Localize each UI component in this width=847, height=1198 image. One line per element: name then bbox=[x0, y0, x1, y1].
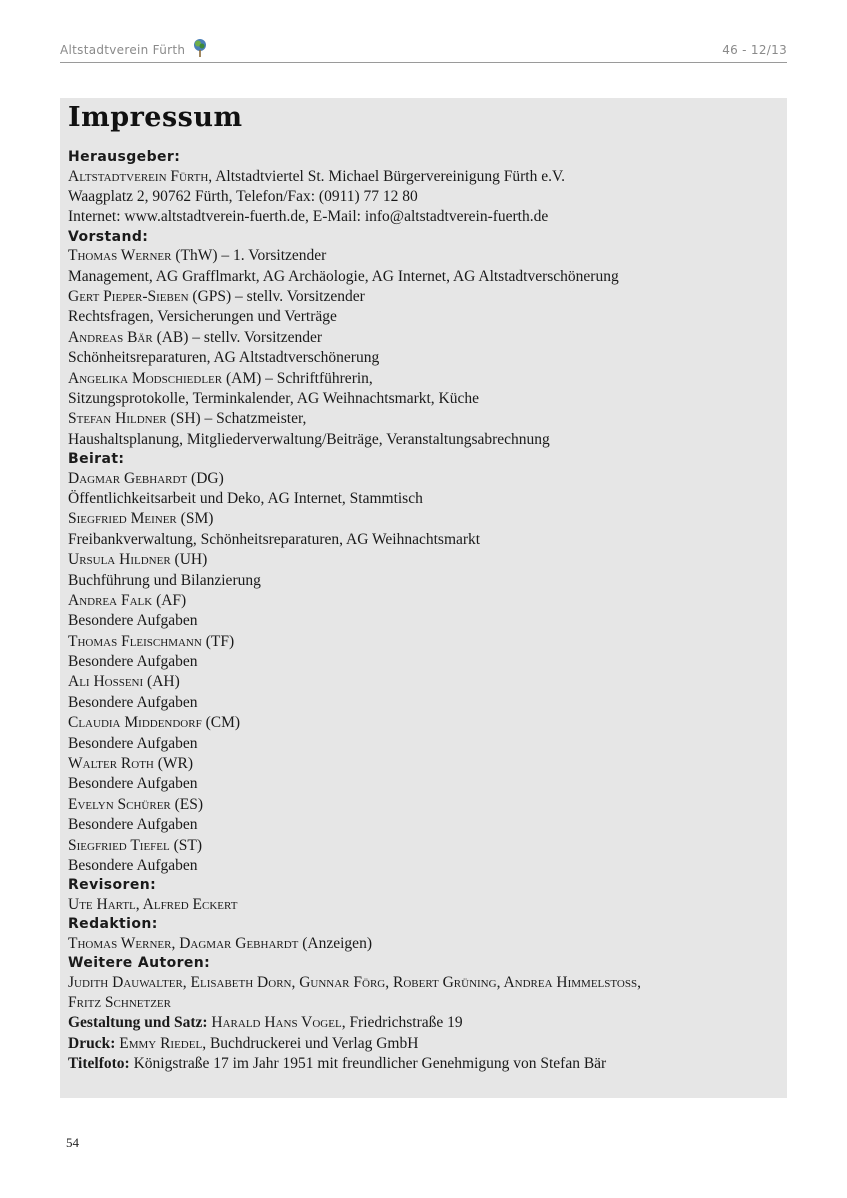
member-name-line bbox=[68, 795, 777, 815]
section-heading-autoren: Weitere Autoren: bbox=[68, 955, 211, 972]
member-role: (ThW) – 1. Vorsitzender bbox=[171, 247, 327, 265]
gestaltung-label: Gestaltung und Satz: bbox=[68, 1014, 208, 1032]
publisher-internet: Internet: www.altstadtverein-fuerth.de, E-Mail: info@altstadtverein-fuerth.de bbox=[68, 208, 549, 226]
member-name: Thomas Fleischmann bbox=[68, 632, 202, 650]
member-name: Angelika Modschiedler bbox=[68, 369, 223, 387]
druck-label: Druck: bbox=[68, 1034, 116, 1052]
member-desc: Besondere Aufgaben bbox=[68, 693, 198, 711]
section-heading-revisoren: Revisoren: bbox=[68, 877, 157, 894]
member-name: Ali Hosseni bbox=[68, 673, 144, 691]
member-name: Siegfried Tiefel bbox=[68, 836, 170, 854]
druck-rest: , Buchdruckerei und Verlag GmbH bbox=[202, 1034, 419, 1052]
member-desc: Rechtsfragen, Versicherungen und Verträge bbox=[68, 308, 337, 326]
revisoren-names bbox=[68, 895, 777, 915]
member-desc: Öffentlichkeitsarbeit und Deko, AG Internet, Stammtisch bbox=[68, 489, 423, 507]
member-name: Andrea Falk bbox=[68, 591, 153, 609]
member-desc: Besondere Aufgaben bbox=[68, 653, 198, 671]
member-name: Ursula Hildner bbox=[68, 551, 171, 569]
member-name-line bbox=[68, 672, 777, 692]
member-role: (GPS) – stellv. Vorsitzender bbox=[188, 287, 365, 305]
member-desc: Besondere Aufgaben bbox=[68, 857, 198, 874]
member-role: (AB) – stellv. Vorsitzender bbox=[152, 328, 323, 346]
running-header bbox=[60, 40, 787, 63]
druck-line bbox=[68, 1034, 777, 1054]
beirat-list bbox=[68, 469, 777, 877]
page-title: Impressum bbox=[68, 102, 243, 133]
druck-name: Emmy Riedel bbox=[115, 1034, 203, 1052]
org-name: Altstadtverein Fürth bbox=[68, 167, 209, 185]
member-role: (AM) – Schriftführerin, bbox=[222, 369, 373, 387]
redaktion-name-list: Thomas Werner, Dagmar Gebhardt bbox=[68, 934, 299, 952]
member-name-line bbox=[68, 509, 777, 529]
member-desc: Sitzungsprotokolle, Terminkalender, AG Weihnachtsmarkt, Küche bbox=[68, 389, 480, 407]
member-role: (DG) bbox=[187, 469, 224, 487]
member-name: Thomas Werner bbox=[68, 247, 172, 265]
member-name-line bbox=[68, 591, 777, 611]
autoren-line-2 bbox=[68, 993, 777, 1013]
member-name: Claudia Middendorf bbox=[68, 714, 202, 732]
gestaltung-name: Harald Hans Vogel bbox=[207, 1014, 342, 1032]
member-desc: Besondere Aufgaben bbox=[68, 734, 198, 752]
section-heading-beirat: Beirat: bbox=[68, 451, 125, 468]
member-name: Siegfried Meiner bbox=[68, 510, 177, 528]
tree-logo-icon bbox=[192, 38, 208, 58]
page-number: 54 bbox=[66, 1135, 79, 1150]
member-role: (SM) bbox=[176, 510, 214, 528]
section-heading-herausgeber: Herausgeber: bbox=[68, 149, 181, 165]
member-role: (CM) bbox=[201, 714, 241, 732]
member-desc: Buchführung und Bilanzierung bbox=[68, 571, 261, 589]
titelfoto-label: Titelfoto: bbox=[68, 1055, 130, 1073]
member-name-line bbox=[68, 469, 777, 489]
autoren-names: Judith Dauwalter, Elisabeth Dorn, Gunnar Förg, Robert Grüning, Andrea Himmelstoss, bbox=[68, 973, 641, 991]
titelfoto-text: Königstraße 17 im Jahr 1951 mit freundlicher Genehmigung von Stefan Bär bbox=[129, 1055, 607, 1073]
member-role: (AH) bbox=[143, 673, 180, 691]
member-name: Gert Pieper-Sieben bbox=[68, 287, 189, 305]
publisher-address: Waagplatz 2, 90762 Fürth, Telefon/Fax: (0911) 77 12 80 bbox=[68, 187, 418, 205]
member-name-line bbox=[68, 287, 777, 307]
member-role: (ES) bbox=[170, 795, 204, 813]
member-desc: Besondere Aufgaben bbox=[68, 816, 198, 834]
section-heading-vorstand: Vorstand: bbox=[68, 228, 149, 245]
gestaltung-line bbox=[68, 1013, 777, 1033]
member-desc: Management, AG Grafflmarkt, AG Archäologie, AG Internet, AG Altstadtverschönerung bbox=[68, 267, 619, 285]
member-name: Evelyn Schürer bbox=[68, 795, 171, 813]
member-name-line bbox=[68, 754, 777, 774]
publisher-line bbox=[68, 167, 777, 187]
member-desc: Freibankverwaltung, Schönheitsreparaturen, AG Weihnachtsmarkt bbox=[68, 530, 481, 548]
member-name-line bbox=[68, 328, 777, 348]
member-name-line bbox=[68, 836, 777, 856]
member-name-line bbox=[68, 369, 777, 389]
member-name-line bbox=[68, 713, 777, 733]
titelfoto-line bbox=[68, 1054, 777, 1074]
member-name: Andreas Bär bbox=[68, 328, 153, 346]
redaktion-note: (Anzeigen) bbox=[298, 934, 372, 952]
redaktion-names bbox=[68, 934, 777, 954]
section-heading-redaktion: Redaktion: bbox=[68, 916, 158, 933]
member-desc: Besondere Aufgaben bbox=[68, 775, 198, 793]
brand-name: Altstadtverein Fürth bbox=[60, 43, 186, 57]
member-name-line bbox=[68, 550, 777, 570]
member-role: (TF) bbox=[201, 632, 235, 650]
gestaltung-rest: , Friedrichstraße 19 bbox=[341, 1014, 463, 1032]
autoren-line-1 bbox=[68, 973, 777, 993]
revisoren-name-list: Ute Hartl, Alfred Eckert bbox=[68, 895, 238, 913]
member-name-line bbox=[68, 409, 777, 429]
member-name: Stefan Hildner bbox=[68, 410, 167, 428]
member-desc: Haushaltsplanung, Mitgliederverwaltung/Beiträge, Veranstaltungsabrechnung bbox=[68, 430, 550, 448]
member-role: (AF) bbox=[152, 591, 187, 609]
member-name: Walter Roth bbox=[68, 755, 154, 773]
issue-number: 46 - 12/13 bbox=[722, 43, 787, 57]
member-role: (WR) bbox=[153, 755, 194, 773]
impressum-panel bbox=[60, 98, 787, 1098]
org-rest: , Altstadtviertel St. Michael Bürgervereinigung Fürth e.V. bbox=[208, 167, 566, 185]
member-desc: Besondere Aufgaben bbox=[68, 612, 198, 630]
member-desc: Schönheitsreparaturen, AG Altstadtverschönerung bbox=[68, 349, 380, 367]
member-role: (ST) bbox=[169, 836, 203, 854]
member-role: (UH) bbox=[170, 551, 208, 569]
member-name-line bbox=[68, 632, 777, 652]
vorstand-list bbox=[68, 246, 777, 450]
member-role: (SH) – Schatzmeister, bbox=[166, 410, 307, 428]
autoren-names: Fritz Schnetzer bbox=[68, 994, 171, 1012]
member-name: Dagmar Gebhardt bbox=[68, 469, 188, 487]
member-name-line bbox=[68, 246, 777, 266]
